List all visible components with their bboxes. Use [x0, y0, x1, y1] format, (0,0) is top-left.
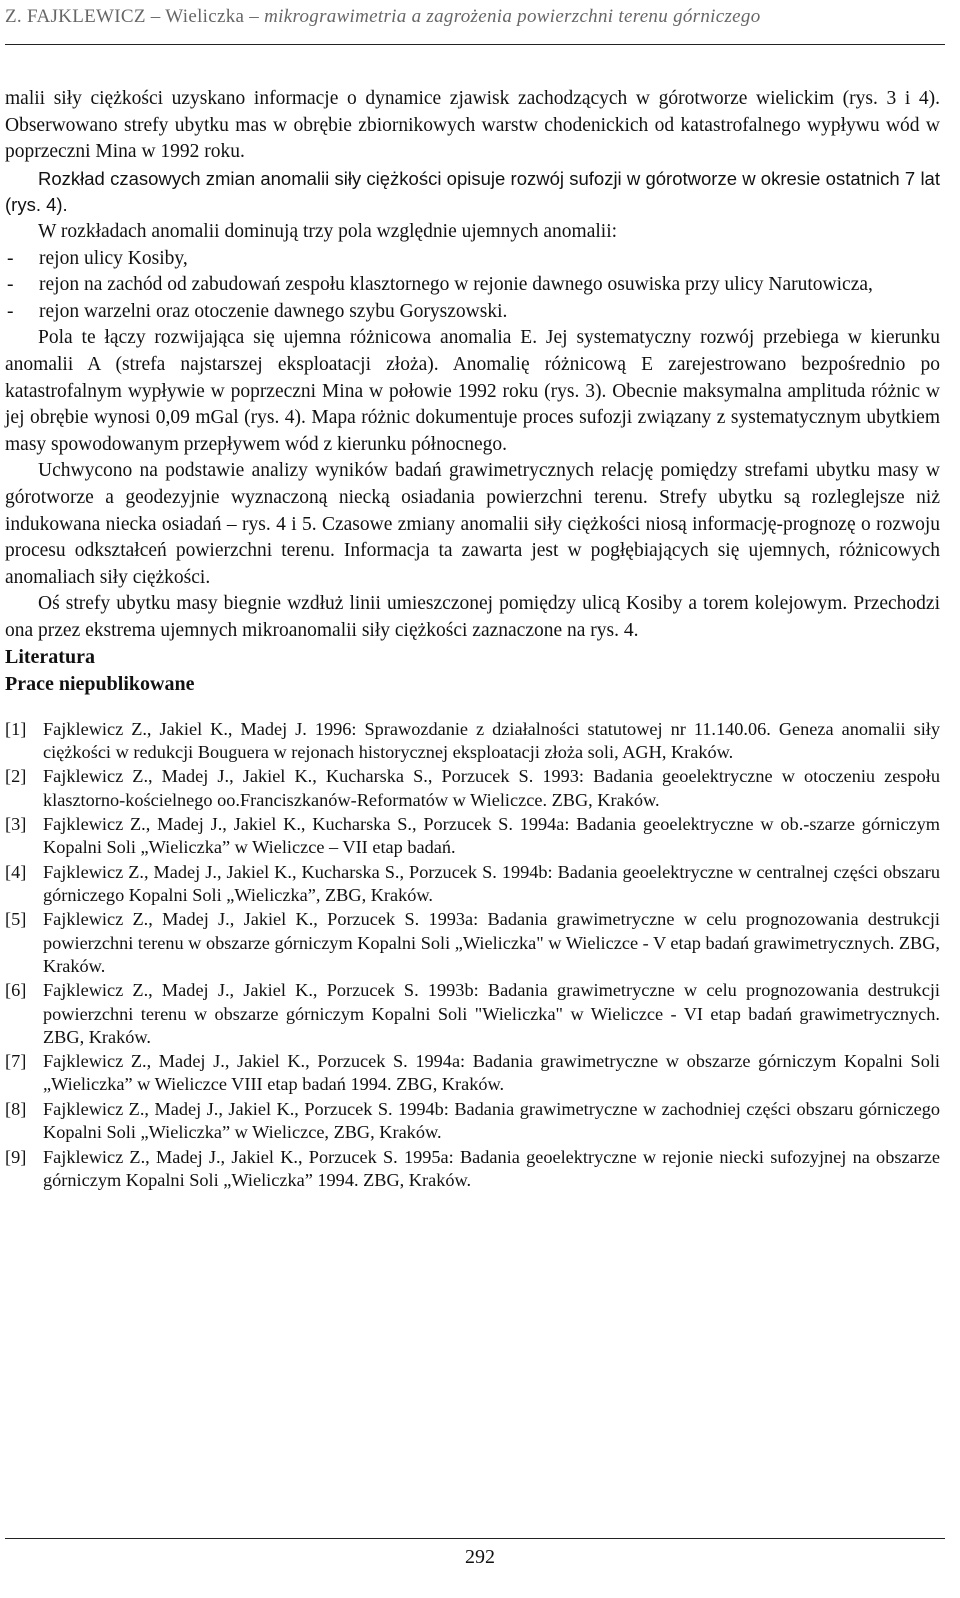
- reference-text: Fajklewicz Z., Madej J., Jakiel K., Porzucek S. 1993b: Badania grawimetryczne w celu prognozowania destrukcji powierzchni terenu w obszarze górniczym Kopalni Soli "Wieliczka" w Wieliczce - VI etap badań grawimetrycznych. ZBG, Kraków.: [43, 980, 940, 1047]
- dash-list-item: [5, 246, 940, 273]
- reference-item: [5, 718, 940, 764]
- reference-number: [3]: [5, 814, 27, 835]
- reference-number: [5]: [5, 909, 27, 930]
- reference-number: [1]: [5, 718, 27, 739]
- header-title-italic: mikrograwimetria a zagrożenia powierzchni terenu górniczego: [264, 6, 761, 27]
- reference-item: [5, 1098, 940, 1144]
- running-header: [5, 6, 945, 28]
- reference-text: Fajklewicz Z., Madej J., Jakiel K., Kucharska S., Porzucek S. 1993: Badania geoelektryczne w otoczeniu zespołu klasztorno-kościelnego oo.Franciszkanów-Reformatów w Wieliczce. ZBG, Kraków.: [43, 766, 940, 810]
- article-body: [5, 86, 940, 1193]
- reference-number: [9]: [5, 1146, 27, 1167]
- heading-literatura: Literatura: [5, 646, 95, 669]
- reference-item: [5, 861, 940, 907]
- header-rule: [5, 44, 945, 45]
- paragraph-6: Oś strefy ubytku masy biegnie wzdłuż linii umieszczonej pomiędzy ulicą Kosiby a torem kolejowym. Przechodzi ona przez ekstrema ujemnych mikroanomalii siły ciężkości zaznaczone na rys. 4.: [5, 593, 940, 641]
- dash-list-item: [5, 299, 940, 326]
- reference-number: [2]: [5, 766, 27, 787]
- dash-bullet: -: [7, 247, 14, 269]
- page-number: 292: [465, 1546, 495, 1568]
- dash-item-text: rejon warzelni oraz otoczenie dawnego szybu Goryszowski.: [39, 300, 508, 322]
- reference-text: Fajklewicz Z., Madej J., Jakiel K., Kucharska S., Porzucek S. 1994b: Badania geoelektryczne w centralnej części obszaru górniczego Kopalni Soli „Wieliczka”, ZBG, Kraków.: [43, 861, 940, 905]
- paragraph-1: malii siły ciężkości uzyskano informacje o dynamice zjawisk zachodzących w górotworze wielickim (rys. 3 i 4). Obserwowano strefy ubytku mas w obrębie zbiornikowych warstw chodenickich od katastrofalnego wypływu wód w poprzeczni Mina w 1992 roku.: [5, 88, 940, 163]
- reference-number: [6]: [5, 980, 27, 1001]
- paragraph-4: Pola te łączy rozwijająca się ujemna różnicowa anomalia E. Jej systematyczny rozwój przebiega w kierunku anomalii A (strefa najstarszej eksploatacji złoża). Anomalię różnicową E zarejestrowano bezpośrednio po katastrofalnym wypływie w poprzeczni Mina w połowie 1992 roku (rys. 3). Obecnie maksymalna amplituda różnic w jej obrębie wynosi 0,09 mGal (rys. 4). Mapa różnic dokumentuje proces sufozji związany z systematycznym ubytkiem masy spowodowanym przepływem wód z kierunku północnego.: [5, 327, 940, 455]
- dash-bullet: -: [7, 274, 14, 296]
- reference-item: [5, 1050, 940, 1096]
- paragraph-2: Rozkład czasowych zmian anomalii siły ciężkości opisuje rozwój sufozji w górotworze w okresie ostatnich 7 lat (rys. 4).: [5, 167, 940, 216]
- reference-text: Fajklewicz Z., Madej J., Jakiel K., Kucharska S., Porzucek S. 1994a: Badania geoelektryczne w ob.-szarze górniczym Kopalni Soli „Wieliczka” w Wieliczce – VII etap badań.: [43, 814, 940, 858]
- reference-item: [5, 979, 940, 1049]
- footer-rule: [5, 1538, 945, 1539]
- dash-item-text: rejon na zachód od zabudowań zespołu klasztornego w rejonie dawnego osuwiska przy ulicy Narutowicza,: [39, 274, 873, 296]
- reference-list: [5, 718, 940, 1192]
- reference-text: Fajklewicz Z., Madej J., Jakiel K., Porzucek S. 1994a: Badania grawimetryczne w obszarze górniczym Kopalni Soli „Wieliczka” w Wieliczce VIII etap badań 1994. ZBG, Kraków.: [43, 1051, 940, 1095]
- paragraph-3: W rozkładach anomalii dominują trzy pola względnie ujemnych anomalii:: [38, 220, 618, 242]
- reference-text: Fajklewicz Z., Jakiel K., Madej J. 1996: Sprawozdanie z działalności statutowej nr 11.140.06. Geneza anomalii siły ciężkości w redukcji Bouguera w rejonach historycznej eksploatacji złoża soli, AGH, Kraków.: [43, 718, 940, 762]
- dash-item-text: rejon ulicy Kosiby,: [39, 247, 188, 269]
- header-author-title: Z. FAJKLEWICZ – Wieliczka –: [5, 6, 265, 27]
- dash-bullet: -: [7, 300, 14, 322]
- reference-item: [5, 908, 940, 978]
- reference-text: Fajklewicz Z., Madej J., Jakiel K., Porzucek S. 1995a: Badania geoelektryczne w rejonie niecki sufozyjnej na obszarze górniczym Kopalni Soli „Wieliczka” 1994. ZBG, Kraków.: [43, 1146, 940, 1190]
- reference-text: Fajklewicz Z., Madej J., Jakiel K., Porzucek S. 1994b: Badania grawimetryczne w zachodniej części obszaru górniczego Kopalni Soli „Wieliczka” w Wieliczce, ZBG, Kraków.: [43, 1098, 940, 1143]
- reference-item: [5, 765, 940, 811]
- reference-number: [4]: [5, 861, 27, 882]
- reference-number: [8]: [5, 1098, 27, 1119]
- paragraph-5: Uchwycono na podstawie analizy wyników badań grawimetrycznych relację pomiędzy strefami ubytku masy w górotworze a geodezyjnie wyznaczoną niecką osiadania powierzchni terenu. Strefy ubytku są rozleglejsze niż indukowana niecka osiadań – rys. 4 i 5. Czasowe zmiany anomalii siły ciężkości niosą informację-prognozę o rozwoju procesu odkształceń powierzchni terenu. Informacja ta zawarta jest w pogłębiających się ujemnych, różnicowych anomaliach siły ciężkości.: [5, 460, 940, 588]
- reference-item: [5, 813, 940, 859]
- reference-item: [5, 1146, 940, 1192]
- dash-list-item: [5, 272, 940, 299]
- reference-number: [7]: [5, 1051, 27, 1072]
- heading-prace-niepublikowane: Prace niepublikowane: [5, 673, 195, 696]
- reference-text: Fajklewicz Z., Madej J., Jakiel K., Porzucek S. 1993a: Badania grawimetryczne w celu prognozowania destrukcji powierzchni terenu w obszarze górniczym Kopalni Soli „Wieliczka" w Wieliczce - V etap badań grawimetrycznych. ZBG, Kraków.: [43, 909, 940, 976]
